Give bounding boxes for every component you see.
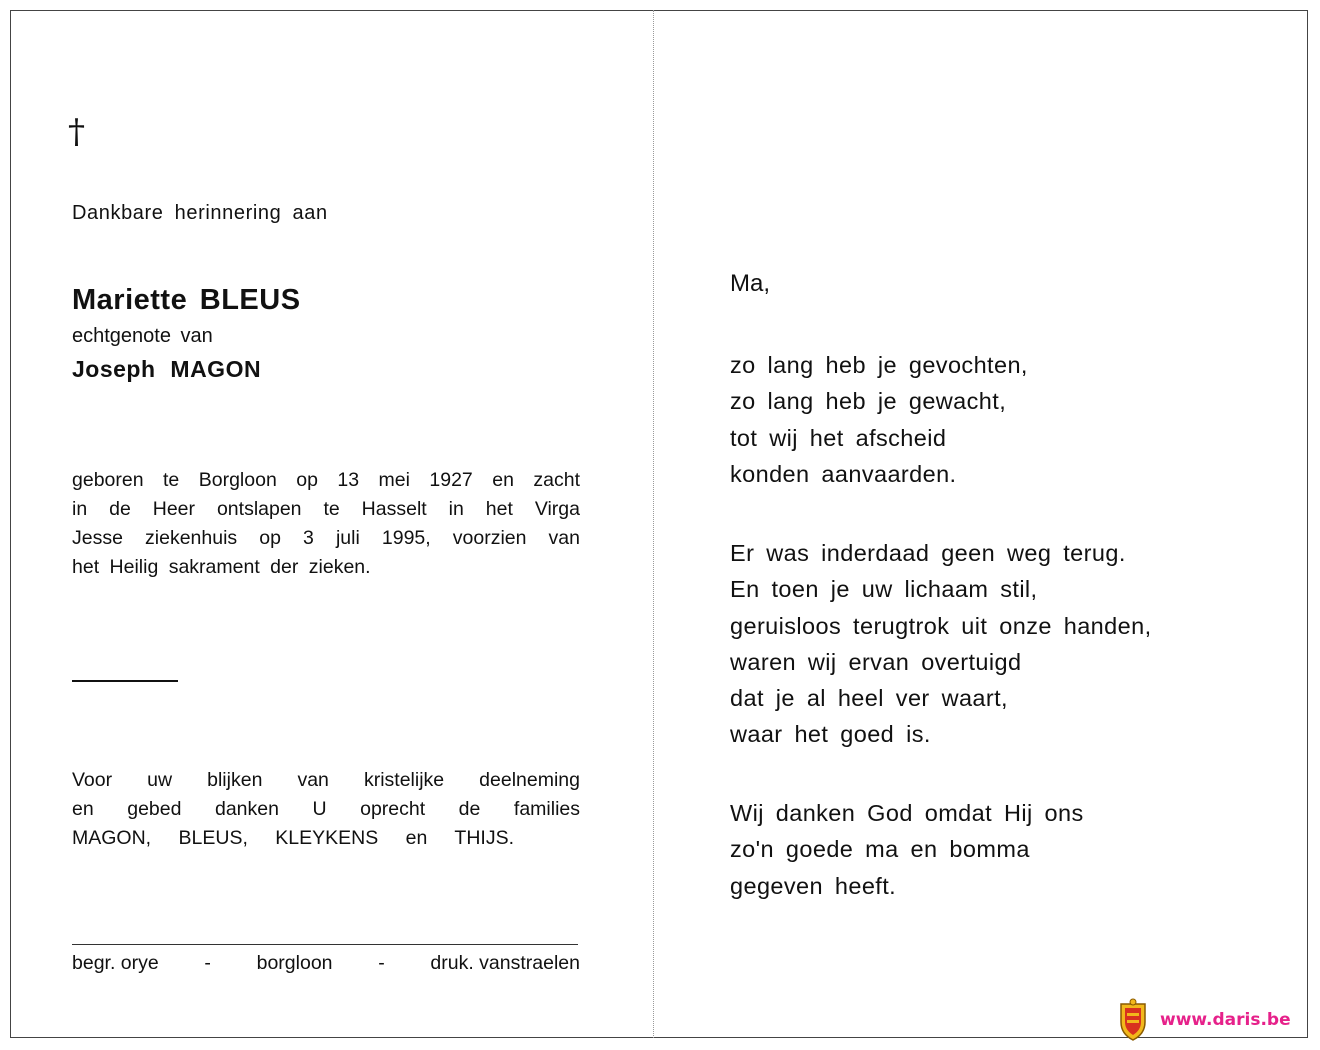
fold-line bbox=[653, 10, 654, 1038]
intro-text: Dankbare herinnering aan bbox=[72, 202, 328, 224]
poem-line: Er was inderdaad geen weg terug. bbox=[730, 540, 1126, 566]
poem-line: konden aanvaarden. bbox=[730, 460, 957, 487]
thanks-line: en gebed danken U oprecht de families bbox=[72, 798, 580, 820]
spouse-label: echtgenote van bbox=[72, 325, 213, 347]
spouse-name: Joseph MAGON bbox=[72, 356, 262, 382]
poem-line: waar het goed is. bbox=[730, 721, 931, 748]
poem-line: gegeven heeft. bbox=[730, 872, 897, 899]
footer-part: druk. vanstraelen bbox=[430, 952, 580, 974]
bio-line: Jesse ziekenhuis op 3 juli 1995, voorzien van bbox=[72, 527, 580, 549]
poem-line: zo lang heb je gevochten, bbox=[730, 352, 1028, 378]
poem-stanza-3 bbox=[730, 795, 1084, 904]
thanks-line: MAGON, BLEUS, KLEYKENS en THIJS. bbox=[72, 827, 515, 849]
footer-part: - bbox=[378, 952, 385, 974]
footer-part: borgloon bbox=[256, 952, 333, 974]
divider-short bbox=[72, 680, 178, 682]
bio-line: het Heilig sakrament der zieken. bbox=[72, 556, 371, 578]
thanks-text bbox=[72, 766, 580, 853]
poem-line: geruisloos terugtrok uit onze handen, bbox=[730, 612, 1152, 639]
poem-line: En toen je uw lichaam stil, bbox=[730, 576, 1038, 603]
crest-logo-icon bbox=[1116, 998, 1150, 1042]
poem-line: waren wij ervan overtuigd bbox=[730, 648, 1022, 675]
poem-line: zo lang heb je gewacht, bbox=[730, 388, 1007, 415]
thanks-line: Voor uw blijken van kristelijke deelneming bbox=[72, 769, 580, 791]
poem-line: zo'n goede ma en bomma bbox=[730, 836, 1030, 863]
poem-stanza-2 bbox=[730, 535, 1152, 753]
footer-part: - bbox=[204, 952, 211, 974]
cross-symbol: † bbox=[68, 112, 85, 152]
poem-line: Wij danken God omdat Hij ons bbox=[730, 800, 1084, 826]
bio-line: in de Heer ontslapen te Hasselt in het Virga bbox=[72, 498, 580, 520]
divider-long bbox=[72, 944, 578, 945]
biography bbox=[72, 466, 580, 582]
salutation: Ma, bbox=[730, 270, 771, 297]
printer-footer bbox=[72, 952, 580, 975]
deceased-name: Mariette BLEUS bbox=[72, 284, 301, 316]
poem-stanza-1 bbox=[730, 347, 1028, 492]
bio-line: geboren te Borgloon op 13 mei 1927 en zacht bbox=[72, 469, 580, 491]
poem-line: dat je al heel ver waart, bbox=[730, 685, 1008, 712]
poem-line: tot wij het afscheid bbox=[730, 424, 947, 451]
watermark-url: www.daris.be bbox=[1160, 1010, 1291, 1030]
footer-part: begr. orye bbox=[72, 952, 159, 974]
